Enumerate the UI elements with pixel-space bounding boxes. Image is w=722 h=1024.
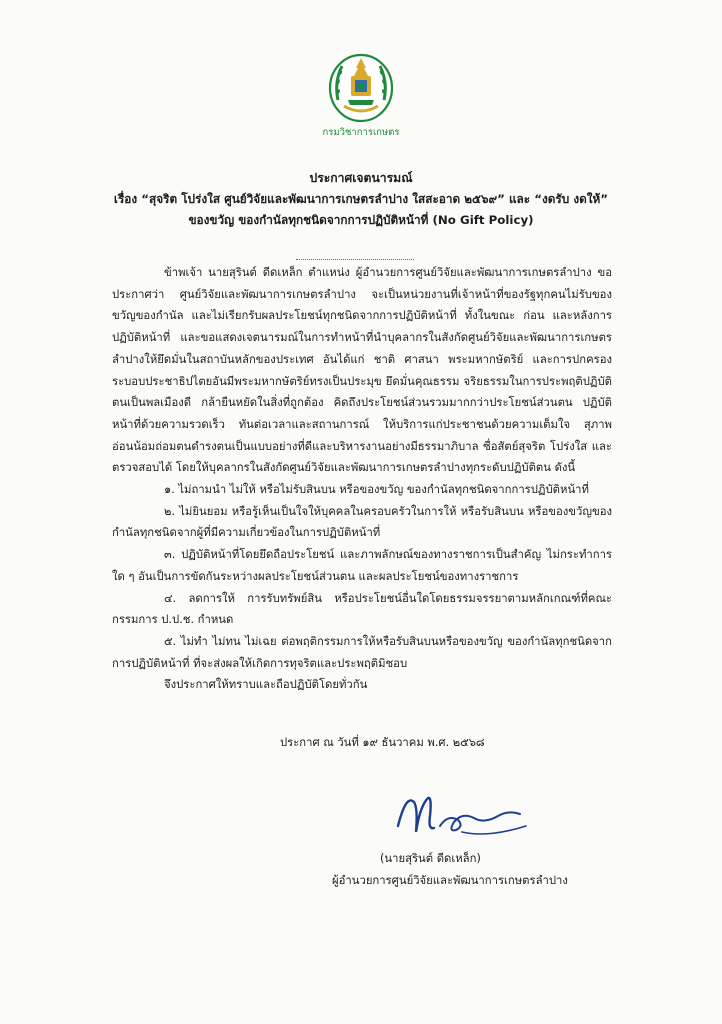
announcement-body: [112, 262, 612, 696]
closing-statement: จึงประกาศให้ทราบและถือปฏิบัติโดยทั่วกัน: [164, 678, 368, 692]
pledge-item-1: ๑. ไม่ถามนำ ไม่ให้ หรือไม่รับสินบน หรือของขวัญ ของกำนัลทุกชนิดจากการปฏิบัติหน้าที่: [164, 483, 589, 497]
subject-line: เรื่อง “สุจริต โปร่งใส ศูนย์วิจัยและพัฒนาการเกษตรลำปาง ใสสะอาด ๒๕๖๙” และ “งดรับ งดให้”: [113, 192, 609, 206]
announcement-date: ประกาศ ณ วันที่ ๑๙ ธันวาคม พ.ศ. ๒๕๖๘: [280, 736, 485, 749]
department-logo: [322, 52, 400, 144]
announcement-header: [0, 168, 722, 231]
signer-title: ผู้อำนวยการศูนย์วิจัยและพัฒนาการเกษตรลำปาง: [332, 874, 568, 887]
handwritten-signature: [388, 786, 538, 846]
intro-paragraph: ข้าพเจ้า นายสุรินต์ ดีดเหล็ก ตำแหน่ง ผู้อำนวยการศูนย์วิจัยและพัฒนาการเกษตรลำปาง ขอประกาศว่า ศูนย์วิจัยและพัฒนาการเกษตรลำปาง จะเป็นหน่วยงานที่เจ้าหน้าที่ของรัฐทุกคนไม่รับของขวัญของกำนัล และไม่เรียกรับผลประโยชน์ทุกชนิดจากการปฏิบัติหน้าที่ ทั้งในขณะ ก่อน และหลังการปฏิบัติหน้าที่ และขอแสดงเจตนารมณ์ในการทำหน้าที่นำบุคลากรในสังกัดศูนย์วิจัยและพัฒนาการเกษตรลำปางให้ยึดมั่นในสถาบันหลักของประเทศ อันได้แก่ ชาติ ศาสนา พระมหากษัตริย์ และการปกครองระบอบประชาธิปไตยอันมีพระมหากษัตริย์ทรงเป็นประมุข ยึดมั่นคุณธรรม จริยธรรมในการประพฤติปฏิบัติตนเป็นพลเมืองดี กล้ายืนหยัดในสิ่งที่ถูกต้อง คิดถึงประโยชน์ส่วนรวมมากกว่าประโยชน์ส่วนตน ปฏิบัติหน้าที่ด้วยความรวดเร็ว ทันต่อเวลาและสถานการณ์ ให้บริการแก่ประชาชนด้วยความเต็มใจ สุภาพ อ่อนน้อมถ่อมตนดำรงตนเป็นแบบอย่างที่ดีและบริหารงานอย่างมีธรรมาภิบาล ซื่อสัตย์สุจริต โปร่งใส และตรวจสอบได้ โดยให้บุคลากรในสังกัดศูนย์วิจัยและพัฒนาการเกษตรลำปางทุกระดับปฏิบัติตน ดังนี้: [112, 266, 612, 475]
department-emblem-icon: [326, 52, 396, 126]
logo-caption: กรมวิชาการเกษตร: [322, 127, 400, 138]
pledge-item-5: ๕. ไม่ทำ ไม่ทน ไม่เฉย ต่อพฤติกรรมการให้หรือรับสินบนหรือของขวัญ ของกำนัลทุกชนิดจากการปฏิบัติหน้าที่ ที่จะส่งผลให้เกิดการทุจริตและประพฤติมิชอบ: [112, 634, 612, 670]
subject-line-continued: ของขวัญ ของกำนัลทุกชนิดจากการปฏิบัติหน้าที่ (No Gift Policy): [188, 213, 534, 227]
header-divider: [296, 259, 414, 260]
pledge-item-2: ๒. ไม่ยินยอม หรือรู้เห็นเป็นใจให้บุคคลในครอบครัวในการให้ หรือรับสินบน หรือของขวัญของกำนัลทุกชนิดจากผู้ที่มีความเกี่ยวข้องในการปฏิบัติหน้าที่: [112, 504, 612, 540]
pledge-item-4: ๔. ลดการให้ การรับทรัพย์สิน หรือประโยชน์อื่นใดโดยธรรมจรรยาตามหลักเกณฑ์ที่คณะกรรมการ ป.ป.ช. กำหนด: [112, 591, 612, 627]
announcement-heading: ประกาศเจตนารมณ์: [309, 171, 413, 185]
signer-name: (นายสุรินต์ ดีดเหล็ก): [380, 852, 481, 865]
pledge-item-3: ๓. ปฏิบัติหน้าที่โดยยึดถือประโยชน์ และภาพลักษณ์ของทางราชการเป็นสำคัญ ไม่กระทำการใด ๆ อันเป็นการขัดกันระหว่างผลประโยชน์ส่วนตน และผลประโยชน์ของทางราชการ: [112, 548, 612, 583]
